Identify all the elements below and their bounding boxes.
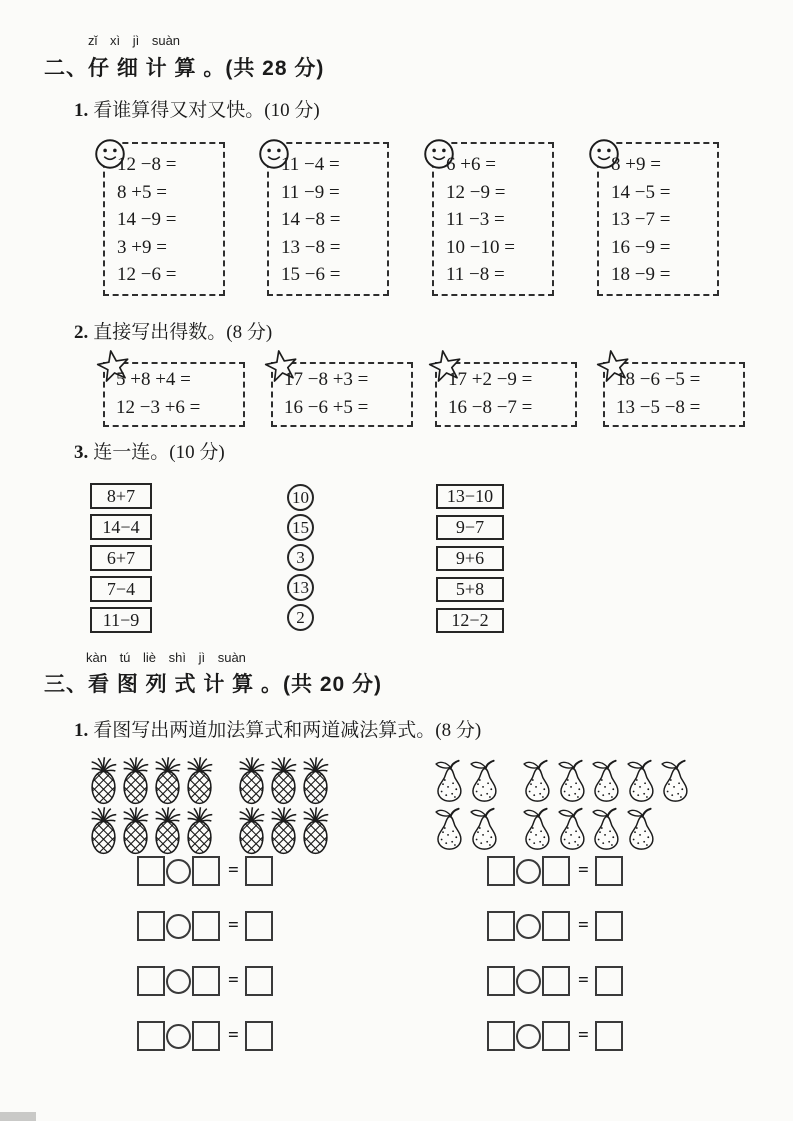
question-1-label [74,95,320,122]
math-problem: 12 −3 +6 = [116,397,201,418]
math-problem: 16 −8 −7 = [448,397,533,418]
question-text: 直接写出得数。(8 分) [93,322,273,343]
operator-circle[interactable] [166,859,191,884]
star-box-4 [603,362,745,427]
pineapple-icon [268,806,299,856]
pineapple-icon [152,756,183,806]
operand-box[interactable] [542,1021,570,1051]
operand-box[interactable] [487,1021,515,1051]
calc-box-2 [267,142,389,296]
equation-row [137,965,273,997]
math-problem: 8 +9 = [611,154,661,175]
equals-sign: = [578,860,589,881]
math-problem: 12 −8 = [117,154,177,175]
match-right-column [436,484,504,633]
result-box[interactable] [595,966,623,996]
result-box[interactable] [595,1021,623,1051]
match-expression[interactable]: 6+7 [90,545,152,571]
question-2-label [74,317,272,344]
pear-icon [432,805,465,852]
pear-icon [624,805,657,852]
operand-box[interactable] [192,966,220,996]
pineapple-icon [184,806,215,856]
pear-icon [624,757,657,804]
match-expression[interactable]: 5+8 [436,577,504,602]
pear-icon [520,757,553,804]
operand-box[interactable] [542,911,570,941]
match-expression[interactable]: 9−7 [436,515,504,540]
operand-box[interactable] [487,911,515,941]
result-box[interactable] [245,966,273,996]
match-expression[interactable]: 9+6 [436,546,504,571]
operator-circle[interactable] [516,914,541,939]
equation-row [487,910,623,942]
equals-sign: = [228,1025,239,1046]
match-expression[interactable]: 13−10 [436,484,504,509]
equation-row [137,910,273,942]
equation-row [487,965,623,997]
equation-row [137,1020,273,1052]
section-three-title: 三、看 图 列 式 计 算 。(共 20 分) [44,673,383,696]
section3-question-1-label [74,715,481,742]
calc-box-4 [597,142,719,296]
math-problem: 15 −6 = [281,264,341,285]
math-problem: 10 −10 = [446,236,515,258]
pear-icon [658,757,691,804]
pear-icon [432,757,465,804]
equation-column-right [487,855,623,1052]
pineapple-icon [88,806,119,856]
match-expression[interactable]: 14−4 [90,514,152,540]
math-problem: 3 +9 = [117,236,167,258]
operand-box[interactable] [487,856,515,886]
result-box[interactable] [245,1021,273,1051]
operator-circle[interactable] [166,914,191,939]
calc-box-3 [432,142,554,296]
result-box[interactable] [595,911,623,941]
equals-sign: = [228,970,239,991]
pineapple-icon [120,756,151,806]
match-answer[interactable]: 13 [287,574,314,601]
operand-box[interactable] [192,856,220,886]
pineapple-group-2-row-1 [236,756,332,806]
question-number: 1. [74,720,89,741]
section-two-pinyin: zǐ xì jì suàn [88,33,181,48]
math-problem: 16 −9 = [611,236,671,258]
math-problem: 14 −8 = [281,209,341,230]
pear-group-2-row-2 [520,805,658,852]
pear-group-1-row-1 [432,757,501,804]
match-expression[interactable]: 12−2 [436,608,504,633]
operator-circle[interactable] [166,1024,191,1049]
operator-circle[interactable] [516,859,541,884]
scan-artifact [0,1112,36,1121]
match-answer[interactable]: 10 [287,484,314,511]
math-problem: 17 −8 +3 = [284,369,369,390]
pineapple-icon [268,756,299,806]
equation-row [137,855,273,887]
question-number: 1. [74,100,89,121]
pear-icon [555,805,588,852]
math-problem: 6 +6 = [446,154,496,175]
operator-circle[interactable] [516,969,541,994]
section-three-pinyin: kàn tú liè shì jì suàn [86,650,246,665]
star-box-3 [435,362,577,427]
pineapple-group-1-row-1 [88,756,216,806]
math-problem: 18 −9 = [611,264,671,285]
operand-box[interactable] [487,966,515,996]
question-number: 3. [74,442,89,463]
result-box[interactable] [245,911,273,941]
math-problem: 13 −7 = [611,209,671,230]
star-box-2 [271,362,413,427]
math-problem: 18 −6 −5 = [616,369,701,390]
equation-column-left [137,855,273,1052]
math-problem: 5 +8 +4 = [116,369,191,390]
match-answer[interactable]: 2 [287,604,314,631]
math-problem: 11 −9 = [281,181,340,203]
pear-icon [555,757,588,804]
math-problem: 12 −9 = [446,181,506,203]
question-text: 连一连。(10 分) [93,442,225,463]
match-expression[interactable]: 7−4 [90,576,152,602]
operand-box[interactable] [542,856,570,886]
star-box-1 [103,362,245,427]
match-expression[interactable]: 11−9 [90,607,152,633]
pineapple-group-1-row-2 [88,806,216,856]
operand-box[interactable] [192,911,220,941]
math-problem: 13 −5 −8 = [616,397,701,418]
equals-sign: = [578,970,589,991]
pineapple-icon [236,806,267,856]
pineapple-icon [152,806,183,856]
pear-icon [589,805,622,852]
pear-icon [467,757,500,804]
math-problem: 11 −3 = [446,209,505,230]
question-text: 看图写出两道加法算式和两道减法算式。(8 分) [93,720,482,741]
pineapple-icon [236,756,267,806]
section-two-title: 二、仔 细 计 算 。(共 28 分) [44,57,325,80]
equals-sign: = [228,915,239,936]
match-answer[interactable]: 15 [287,514,314,541]
math-problem: 13 −8 = [281,236,341,258]
operand-box[interactable] [137,911,165,941]
pear-group-1-row-2 [432,805,501,852]
math-problem: 14 −5 = [611,181,671,203]
pineapple-icon [184,756,215,806]
operator-circle[interactable] [516,1024,541,1049]
pineapple-group-2-row-2 [236,806,332,856]
equals-sign: = [578,1025,589,1046]
match-expression[interactable]: 8+7 [90,483,152,509]
operand-box[interactable] [137,856,165,886]
operator-circle[interactable] [166,969,191,994]
equation-row [487,1020,623,1052]
pear-icon [589,757,622,804]
match-left-column [90,483,152,633]
pineapple-icon [300,806,331,856]
pineapple-icon [120,806,151,856]
math-problem: 11 −8 = [446,264,505,285]
math-problem: 11 −4 = [281,154,340,175]
result-box[interactable] [595,856,623,886]
math-problem: 8 +5 = [117,181,167,203]
operand-box[interactable] [137,1021,165,1051]
math-problem: 17 +2 −9 = [448,369,533,390]
match-answer-circles [287,484,314,631]
question-number: 2. [74,322,89,343]
equation-row [487,855,623,887]
pear-group-2-row-1 [520,757,693,804]
calc-box-1 [103,142,225,296]
match-answer[interactable]: 3 [287,544,314,571]
math-problem: 12 −6 = [117,264,177,285]
pear-icon [520,805,553,852]
pineapple-icon [300,756,331,806]
operand-box[interactable] [542,966,570,996]
question-text: 看谁算得又对又快。(10 分) [93,100,320,121]
math-problem: 16 −6 +5 = [284,397,369,418]
operand-box[interactable] [192,1021,220,1051]
operand-box[interactable] [137,966,165,996]
math-problem: 14 −9 = [117,209,177,230]
question-3-label [74,437,225,464]
pineapple-icon [88,756,119,806]
pear-icon [467,805,500,852]
equals-sign: = [578,915,589,936]
equals-sign: = [228,860,239,881]
result-box[interactable] [245,856,273,886]
